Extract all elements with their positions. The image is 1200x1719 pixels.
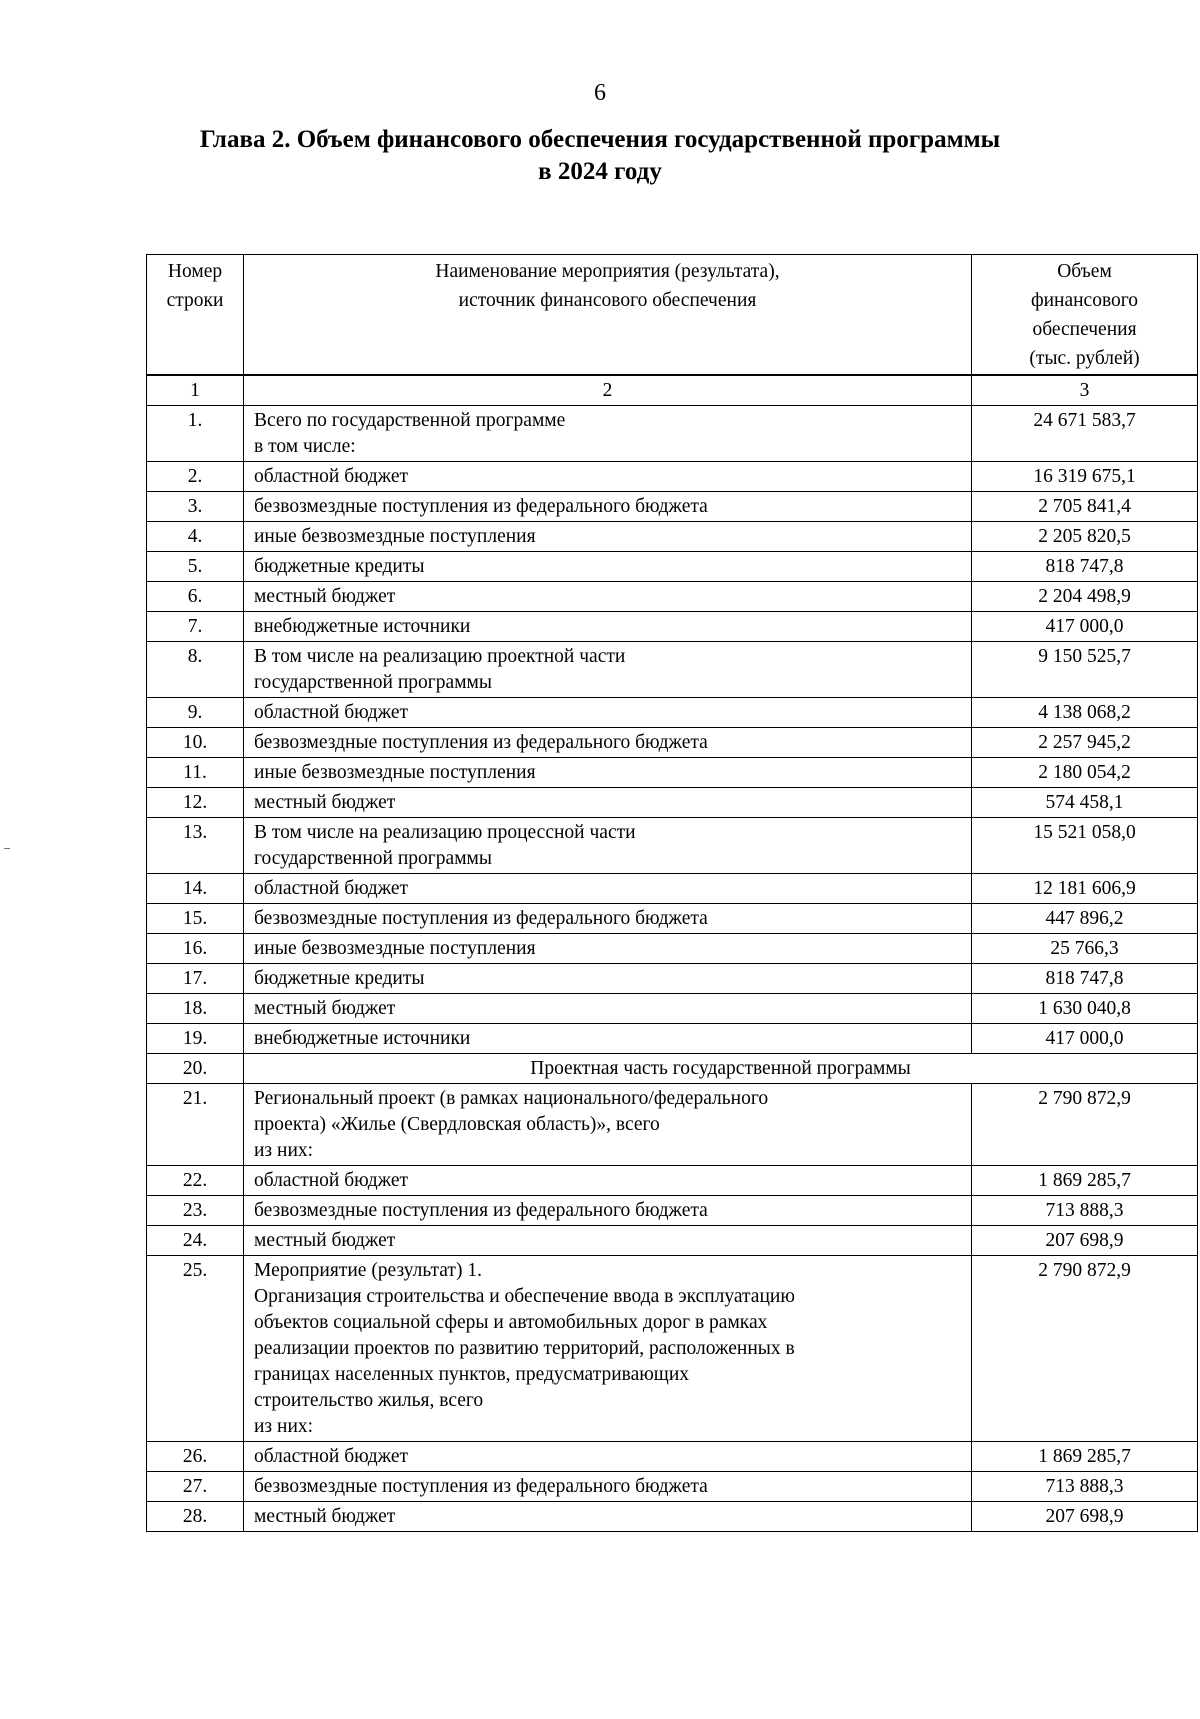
activity-name-line: бюджетные кредиты xyxy=(254,556,425,577)
funding-value: 9 150 525,7 xyxy=(972,642,1198,698)
row-number: 15. xyxy=(147,904,244,934)
page-number: 6 xyxy=(594,80,606,106)
activity-name xyxy=(244,1226,972,1256)
column-number: 1 xyxy=(147,376,244,406)
table-row xyxy=(147,1084,1198,1166)
activity-name xyxy=(244,1442,972,1472)
table-row xyxy=(147,522,1198,552)
funding-value: 4 138 068,2 xyxy=(972,698,1198,728)
activity-name xyxy=(244,1472,972,1502)
activity-name-line: из них: xyxy=(254,1416,314,1437)
row-number: 7. xyxy=(147,612,244,642)
activity-name-line: иные безвозмездные поступления xyxy=(254,762,536,783)
table-row xyxy=(147,964,1198,994)
column-numbering-row xyxy=(147,376,1198,406)
table-row xyxy=(147,1196,1198,1226)
table-row xyxy=(147,1256,1198,1442)
table-row xyxy=(147,728,1198,758)
row-number: 28. xyxy=(147,1502,244,1532)
activity-name-line: местный бюджет xyxy=(254,792,396,813)
table-row xyxy=(147,1166,1198,1196)
margin-mark xyxy=(4,848,10,849)
funding-value: 16 319 675,1 xyxy=(972,462,1198,492)
activity-name xyxy=(244,818,972,874)
activity-name xyxy=(244,994,972,1024)
activity-name-line: границах населенных пунктов, предусматривающих xyxy=(254,1364,690,1385)
row-number: 6. xyxy=(147,582,244,612)
activity-name xyxy=(244,1166,972,1196)
row-number: 5. xyxy=(147,552,244,582)
funding-value: 417 000,0 xyxy=(972,1024,1198,1054)
funding-value: 24 671 583,7 xyxy=(972,406,1198,462)
activity-name-line: областной бюджет xyxy=(254,878,409,899)
title-line-1: Глава 2. Объем финансового обеспечения государственной программы xyxy=(199,126,1001,153)
activity-name-line: безвозмездные поступления из федерального бюджета xyxy=(254,496,708,517)
activity-name xyxy=(244,728,972,758)
funding-value: 417 000,0 xyxy=(972,612,1198,642)
table-row xyxy=(147,874,1198,904)
row-number: 17. xyxy=(147,964,244,994)
funding-value: 2 705 841,4 xyxy=(972,492,1198,522)
funding-value: 2 205 820,5 xyxy=(972,522,1198,552)
row-number: 20. xyxy=(147,1054,244,1084)
funding-value: 2 180 054,2 xyxy=(972,758,1198,788)
column-number: 2 xyxy=(244,376,972,406)
activity-name xyxy=(244,582,972,612)
funding-table xyxy=(146,375,1198,1532)
activity-name-line: областной бюджет xyxy=(254,466,409,487)
column-number: 3 xyxy=(972,376,1198,406)
table-row xyxy=(147,934,1198,964)
table-row xyxy=(147,612,1198,642)
funding-value: 15 521 058,0 xyxy=(972,818,1198,874)
activity-name xyxy=(244,964,972,994)
header-activity-name: Наименование мероприятия (результата), источник финансового обеспечения xyxy=(244,255,972,375)
row-number: 22. xyxy=(147,1166,244,1196)
activity-name-line: Мероприятие (результат) 1. xyxy=(254,1260,482,1281)
table-row xyxy=(147,406,1198,462)
activity-name-line: В том числе на реализацию проектной части xyxy=(254,646,626,667)
table-row xyxy=(147,818,1198,874)
table-row xyxy=(147,1226,1198,1256)
funding-value: 2 257 945,2 xyxy=(972,728,1198,758)
row-number: 19. xyxy=(147,1024,244,1054)
activity-name-line: Организация строительства и обеспечение ввода в эксплуатацию xyxy=(254,1286,795,1307)
funding-value: 25 766,3 xyxy=(972,934,1198,964)
activity-name xyxy=(244,1196,972,1226)
funding-value: 207 698,9 xyxy=(972,1502,1198,1532)
activity-name-line: объектов социальной сферы и автомобильных дорог в рамках xyxy=(254,1312,768,1333)
funding-value: 12 181 606,9 xyxy=(972,874,1198,904)
activity-name-line: в том числе: xyxy=(254,436,356,457)
activity-name xyxy=(244,552,972,582)
activity-name-line: местный бюджет xyxy=(254,1230,396,1251)
activity-name-line: безвозмездные поступления из федерального бюджета xyxy=(254,732,708,753)
row-number: 1. xyxy=(147,406,244,462)
activity-name-line: внебюджетные источники xyxy=(254,616,471,637)
activity-name-line: государственной программы xyxy=(254,672,492,693)
activity-name xyxy=(244,492,972,522)
table-row xyxy=(147,758,1198,788)
row-number: 11. xyxy=(147,758,244,788)
row-number: 23. xyxy=(147,1196,244,1226)
activity-name xyxy=(244,758,972,788)
table-row xyxy=(147,698,1198,728)
activity-name-line: проекта) «Жилье (Свердловская область)», всего xyxy=(254,1114,660,1135)
activity-name xyxy=(244,698,972,728)
row-number: 25. xyxy=(147,1256,244,1442)
activity-name-line: местный бюджет xyxy=(254,586,396,607)
table-row xyxy=(147,462,1198,492)
activity-name-line: областной бюджет xyxy=(254,702,409,723)
funding-value: 1 869 285,7 xyxy=(972,1166,1198,1196)
table-row xyxy=(147,1472,1198,1502)
activity-name xyxy=(244,934,972,964)
table-row xyxy=(147,552,1198,582)
row-number: 12. xyxy=(147,788,244,818)
page-title xyxy=(0,124,1200,188)
table-row xyxy=(147,1442,1198,1472)
section-heading: Проектная часть государственной программы xyxy=(244,1054,1198,1084)
funding-value: 1 869 285,7 xyxy=(972,1442,1198,1472)
activity-name-line: иные безвозмездные поступления xyxy=(254,938,536,959)
row-number: 8. xyxy=(147,642,244,698)
table-row xyxy=(147,994,1198,1024)
row-number: 10. xyxy=(147,728,244,758)
row-number: 2. xyxy=(147,462,244,492)
table-row xyxy=(147,582,1198,612)
table-row xyxy=(147,788,1198,818)
funding-value: 1 630 040,8 xyxy=(972,994,1198,1024)
activity-name-line: В том числе на реализацию процессной части xyxy=(254,822,636,843)
funding-value: 2 204 498,9 xyxy=(972,582,1198,612)
activity-name-line: безвозмездные поступления из федерального бюджета xyxy=(254,1476,708,1497)
activity-name xyxy=(244,1024,972,1054)
row-number: 27. xyxy=(147,1472,244,1502)
activity-name-line: Всего по государственной программе xyxy=(254,410,566,431)
activity-name-line: местный бюджет xyxy=(254,1506,396,1527)
activity-name-line: строительство жилья, всего xyxy=(254,1390,484,1411)
funding-value: 2 790 872,9 xyxy=(972,1256,1198,1442)
row-number: 4. xyxy=(147,522,244,552)
activity-name xyxy=(244,406,972,462)
activity-name xyxy=(244,522,972,552)
funding-value: 818 747,8 xyxy=(972,552,1198,582)
table-row xyxy=(147,642,1198,698)
activity-name-line: из них: xyxy=(254,1140,314,1161)
row-number: 3. xyxy=(147,492,244,522)
activity-name xyxy=(244,1084,972,1166)
activity-name xyxy=(244,874,972,904)
table-header xyxy=(146,254,1198,375)
activity-name-line: Региональный проект (в рамках национального/федерального xyxy=(254,1088,769,1109)
header-row-number: Номер строки xyxy=(147,255,244,375)
funding-value: 2 790 872,9 xyxy=(972,1084,1198,1166)
funding-value: 574 458,1 xyxy=(972,788,1198,818)
table-row xyxy=(147,1054,1198,1084)
row-number: 18. xyxy=(147,994,244,1024)
funding-value: 207 698,9 xyxy=(972,1226,1198,1256)
activity-name xyxy=(244,788,972,818)
activity-name-line: безвозмездные поступления из федерального бюджета xyxy=(254,908,708,929)
activity-name-line: бюджетные кредиты xyxy=(254,968,425,989)
activity-name xyxy=(244,1502,972,1532)
activity-name-line: иные безвозмездные поступления xyxy=(254,526,536,547)
row-number: 26. xyxy=(147,1442,244,1472)
activity-name-line: безвозмездные поступления из федерального бюджета xyxy=(254,1200,708,1221)
table-row xyxy=(147,1024,1198,1054)
funding-value: 713 888,3 xyxy=(972,1196,1198,1226)
funding-value: 818 747,8 xyxy=(972,964,1198,994)
row-number: 21. xyxy=(147,1084,244,1166)
activity-name xyxy=(244,612,972,642)
table-row xyxy=(147,1502,1198,1532)
activity-name xyxy=(244,462,972,492)
row-number: 24. xyxy=(147,1226,244,1256)
row-number: 13. xyxy=(147,818,244,874)
activity-name xyxy=(244,1256,972,1442)
activity-name xyxy=(244,904,972,934)
header-funding-volume: Объем финансового обеспечения (тыс. рублей) xyxy=(972,255,1198,375)
activity-name-line: реализации проектов по развитию территорий, расположенных в xyxy=(254,1338,795,1359)
row-number: 9. xyxy=(147,698,244,728)
activity-name xyxy=(244,642,972,698)
funding-value: 713 888,3 xyxy=(972,1472,1198,1502)
table-row xyxy=(147,492,1198,522)
activity-name-line: областной бюджет xyxy=(254,1446,409,1467)
table-row xyxy=(147,904,1198,934)
row-number: 14. xyxy=(147,874,244,904)
activity-name-line: внебюджетные источники xyxy=(254,1028,471,1049)
activity-name-line: государственной программы xyxy=(254,848,492,869)
funding-value: 447 896,2 xyxy=(972,904,1198,934)
title-line-2: в 2024 году xyxy=(538,158,662,185)
row-number: 16. xyxy=(147,934,244,964)
activity-name-line: областной бюджет xyxy=(254,1170,409,1191)
activity-name-line: местный бюджет xyxy=(254,998,396,1019)
